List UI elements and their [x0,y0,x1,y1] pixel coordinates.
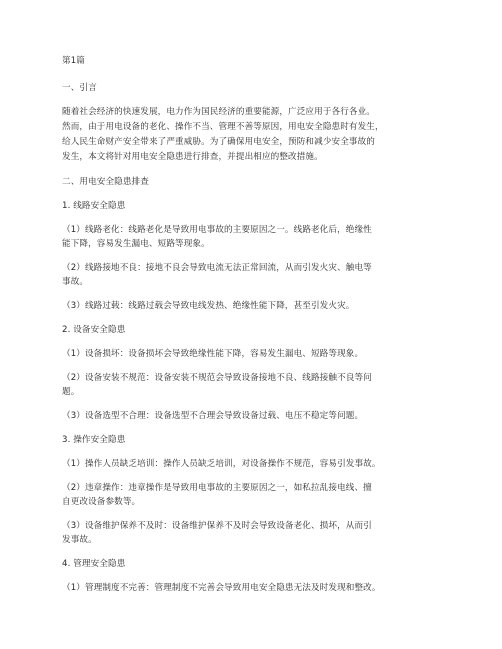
intro-line-1: 随着社会经济的快速发展，电力作为国民经济的重要能源，广泛应用于各行各业。 [62,107,375,117]
management-item-1: （1）管理制度不完善：管理制度不完善会导致用电安全隐患无法及时发现和整改。 [62,583,381,593]
equipment-item-1: （1）设备损坏：设备损坏会导致绝缘性能下降，容易发生漏电、短路等现象。 [62,349,364,359]
chapter-heading: 第1篇 [62,56,85,66]
intro-line-2: 然而，由于用电设备的老化、操作不当、管理不善等原因，用电安全隐患时有发生， [62,122,384,132]
equipment-item-2-cont: 题。 [62,387,80,397]
lines-item-2: （2）线路接地不良：接地不良会导致电流无法正常回流，从而引发火灾、触电等 [62,263,372,273]
lines-item-1: （1）线路老化：线路老化是导致用电事故的主要原因之一。线路老化后，绝缘性 [62,225,372,235]
lines-item-1-cont: 能下降，容易发生漏电、短路等现象。 [62,239,210,249]
subsection-heading-lines: 1. 线路安全隐患 [62,201,126,211]
subsection-heading-equipment: 2. 设备安全隐患 [62,325,126,335]
operation-item-2: （2）违章操作：违章操作是导致用电事故的主要原因之一，如私拉乱接电线、擅 [62,483,372,493]
lines-item-3: （3）线路过载：线路过载会导致电线发热、绝缘性能下降，甚至引发火灾。 [62,301,355,311]
operation-item-3-cont: 发事故。 [62,535,97,545]
section-heading-intro: 一、引言 [62,83,97,93]
subsection-heading-management: 4. 管理安全隐患 [62,559,126,569]
operation-item-1: （1）操作人员缺乏培训：操作人员缺乏培训，对设备操作不规范，容易引发事故。 [62,459,381,469]
equipment-item-3: （3）设备选型不合理：设备选型不合理会导致设备过载、电压不稳定等问题。 [62,411,364,421]
operation-item-2-cont: 自更改设备参数等。 [62,497,141,507]
equipment-item-2: （2）设备安装不规范：设备安装不规范会导致设备接地不良、线路接触不良等问 [62,373,372,383]
subsection-heading-operation: 3. 操作安全隐患 [62,435,126,445]
operation-item-3: （3）设备维护保养不及时：设备维护保养不及时会导致设备老化、损坏，从而引 [62,521,372,531]
intro-line-3: 给人民生命财产安全带来了严重威胁。为了确保用电安全，预防和减少安全事故的 [62,137,375,147]
lines-item-2-cont: 事故。 [62,277,89,287]
intro-line-4: 发生，本文将针对用电安全隐患进行排查，并提出相应的整改措施。 [62,152,323,162]
section-heading-hazards: 二、用电安全隐患排查 [62,177,149,187]
